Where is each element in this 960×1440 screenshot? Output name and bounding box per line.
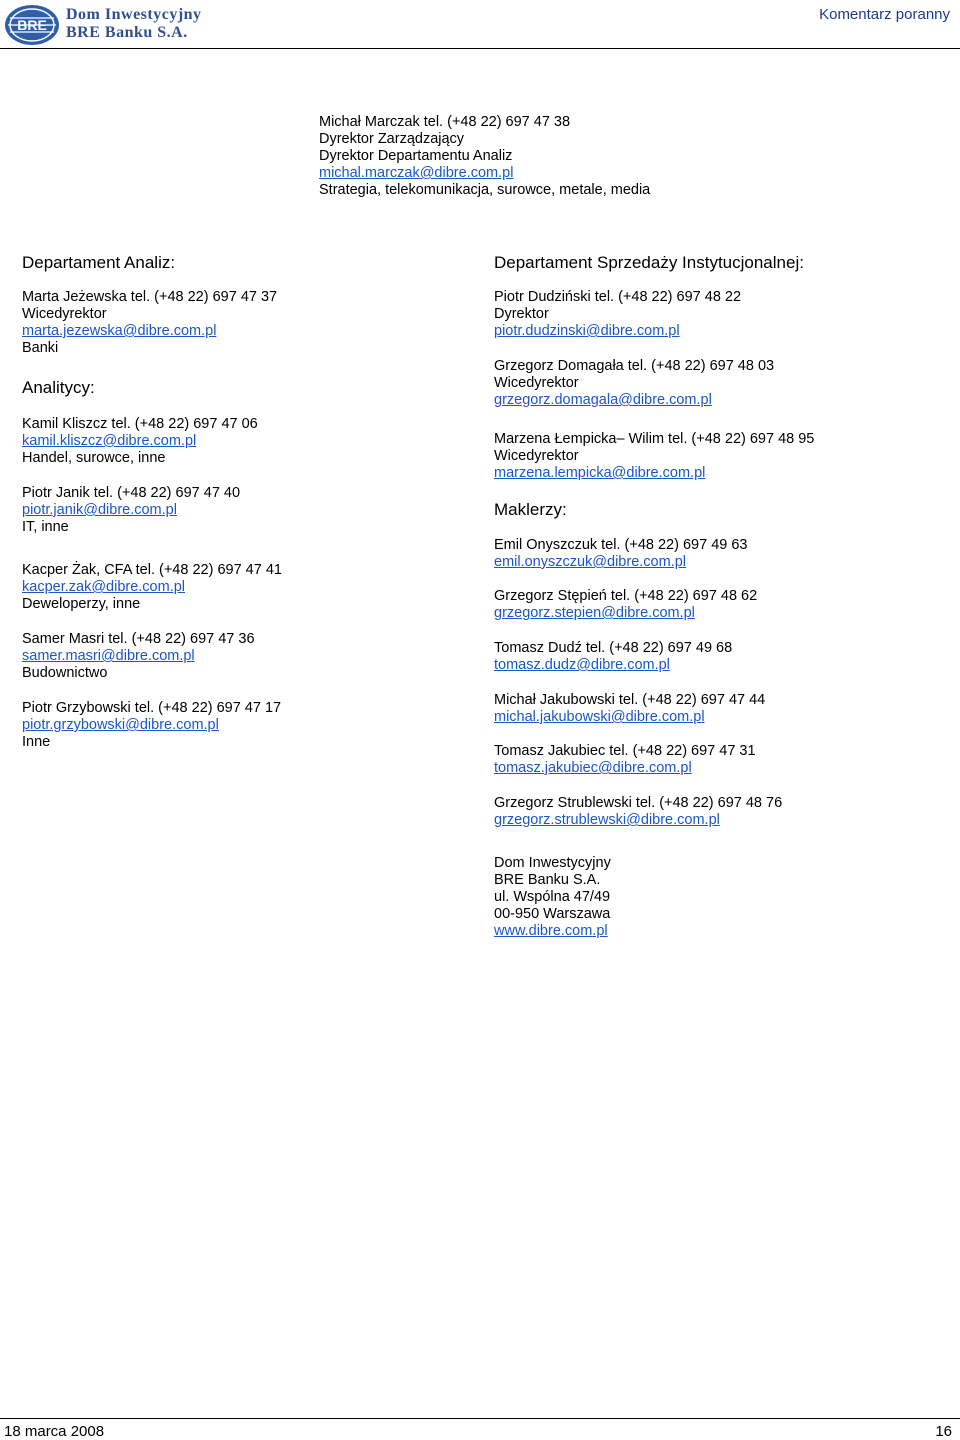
analyst-email-link[interactable]: piotr.grzybowski@dibre.com.pl bbox=[22, 717, 219, 733]
website-link[interactable]: www.dibre.com.pl bbox=[494, 923, 608, 939]
sales-person-role: Wicedyrektor bbox=[494, 375, 579, 391]
analyst-coverage: Inne bbox=[22, 734, 51, 750]
analysts-heading: Analitycy: bbox=[22, 378, 95, 397]
broker-name-tel: Tomasz Jakubiec tel. (+48 22) 697 47 31 bbox=[494, 743, 756, 759]
director-role1: Dyrektor Zarządzający bbox=[319, 131, 465, 147]
svg-text:BRE: BRE bbox=[17, 17, 47, 33]
company-logo bbox=[4, 4, 204, 48]
sales-person-name-tel: Marzena Łempicka– Wilim tel. (+48 22) 697 48 95 bbox=[494, 431, 815, 447]
logo-line2: BRE Banku S.A. bbox=[66, 24, 188, 41]
bre-globe-icon bbox=[4, 4, 60, 46]
document-type: Komentarz poranny bbox=[819, 6, 950, 23]
analyst-coverage: Budownictwo bbox=[22, 665, 108, 681]
brokers-heading: Maklerzy: bbox=[494, 500, 567, 519]
analyst-email-link[interactable]: kacper.zak@dibre.com.pl bbox=[22, 579, 186, 595]
analyst-coverage: IT, inne bbox=[22, 519, 69, 535]
broker-email-link[interactable]: michal.jakubowski@dibre.com.pl bbox=[494, 709, 705, 725]
director-role2: Dyrektor Departamentu Analiz bbox=[319, 148, 513, 164]
broker-email-link[interactable]: grzegorz.strublewski@dibre.com.pl bbox=[494, 812, 720, 828]
address-line4: 00-950 Warszawa bbox=[494, 906, 611, 922]
analyst-email-link[interactable]: samer.masri@dibre.com.pl bbox=[22, 648, 195, 664]
analysis-dept-heading: Departament Analiz: bbox=[22, 253, 176, 272]
director-email-link[interactable]: michal.marczak@dibre.com.pl bbox=[319, 165, 514, 181]
broker-name-tel: Tomasz Dudź tel. (+48 22) 697 49 68 bbox=[494, 640, 733, 656]
sales-person-role: Wicedyrektor bbox=[494, 448, 579, 464]
analyst-name-tel: Piotr Janik tel. (+48 22) 697 47 40 bbox=[22, 485, 241, 501]
sales-person-email-link[interactable]: piotr.dudzinski@dibre.com.pl bbox=[494, 323, 680, 339]
sales-dept-heading: Departament Sprzedaży Instytucjonalnej: bbox=[494, 253, 804, 272]
deputy-name-tel: Marta Jeżewska tel. (+48 22) 697 47 37 bbox=[22, 289, 278, 305]
broker-name-tel: Grzegorz Stępień tel. (+48 22) 697 48 62 bbox=[494, 588, 758, 604]
footer-divider bbox=[0, 1418, 960, 1419]
broker-name-tel: Michał Jakubowski tel. (+48 22) 697 47 44 bbox=[494, 692, 766, 708]
analyst-email-link[interactable]: kamil.kliszcz@dibre.com.pl bbox=[22, 433, 197, 449]
broker-name-tel: Grzegorz Strublewski tel. (+48 22) 697 48 76 bbox=[494, 795, 783, 811]
deputy-role: Wicedyrektor bbox=[22, 306, 107, 322]
sales-person-email-link[interactable]: grzegorz.domagala@dibre.com.pl bbox=[494, 392, 712, 408]
broker-email-link[interactable]: grzegorz.stepien@dibre.com.pl bbox=[494, 605, 695, 621]
sales-person-email-link[interactable]: marzena.lempicka@dibre.com.pl bbox=[494, 465, 706, 481]
sales-person-name-tel: Grzegorz Domagała tel. (+48 22) 697 48 03 bbox=[494, 358, 775, 374]
broker-email-link[interactable]: tomasz.jakubiec@dibre.com.pl bbox=[494, 760, 692, 776]
director-coverage: Strategia, telekomunikacja, surowce, metale, media bbox=[319, 182, 651, 198]
broker-email-link[interactable]: tomasz.dudz@dibre.com.pl bbox=[494, 657, 670, 673]
address-line2: BRE Banku S.A. bbox=[494, 872, 601, 888]
director-name-tel: Michał Marczak tel. (+48 22) 697 47 38 bbox=[319, 114, 571, 130]
sales-person-name-tel: Piotr Dudziński tel. (+48 22) 697 48 22 bbox=[494, 289, 742, 305]
logo-line1: Dom Inwestycyjny bbox=[66, 6, 202, 23]
sales-person-role: Dyrektor bbox=[494, 306, 549, 322]
analyst-name-tel: Piotr Grzybowski tel. (+48 22) 697 47 17 bbox=[22, 700, 282, 716]
analyst-name-tel: Samer Masri tel. (+48 22) 697 47 36 bbox=[22, 631, 255, 647]
footer-date: 18 marca 2008 bbox=[4, 1423, 105, 1440]
address-line1: Dom Inwestycyjny bbox=[494, 855, 611, 871]
address-line3: ul. Wspólna 47/49 bbox=[494, 889, 611, 905]
analyst-coverage: Deweloperzy, inne bbox=[22, 596, 141, 612]
deputy-email-link[interactable]: marta.jezewska@dibre.com.pl bbox=[22, 323, 217, 339]
page-number: 16 bbox=[935, 1423, 952, 1440]
broker-name-tel: Emil Onyszczuk tel. (+48 22) 697 49 63 bbox=[494, 537, 748, 553]
deputy-coverage: Banki bbox=[22, 340, 59, 356]
analyst-email-link[interactable]: piotr.janik@dibre.com.pl bbox=[22, 502, 177, 518]
broker-email-link[interactable]: emil.onyszczuk@dibre.com.pl bbox=[494, 554, 687, 570]
analyst-name-tel: Kamil Kliszcz tel. (+48 22) 697 47 06 bbox=[22, 416, 258, 432]
analyst-name-tel: Kacper Żak, CFA tel. (+48 22) 697 47 41 bbox=[22, 562, 282, 578]
analyst-coverage: Handel, surowce, inne bbox=[22, 450, 166, 466]
header-divider bbox=[0, 48, 960, 49]
